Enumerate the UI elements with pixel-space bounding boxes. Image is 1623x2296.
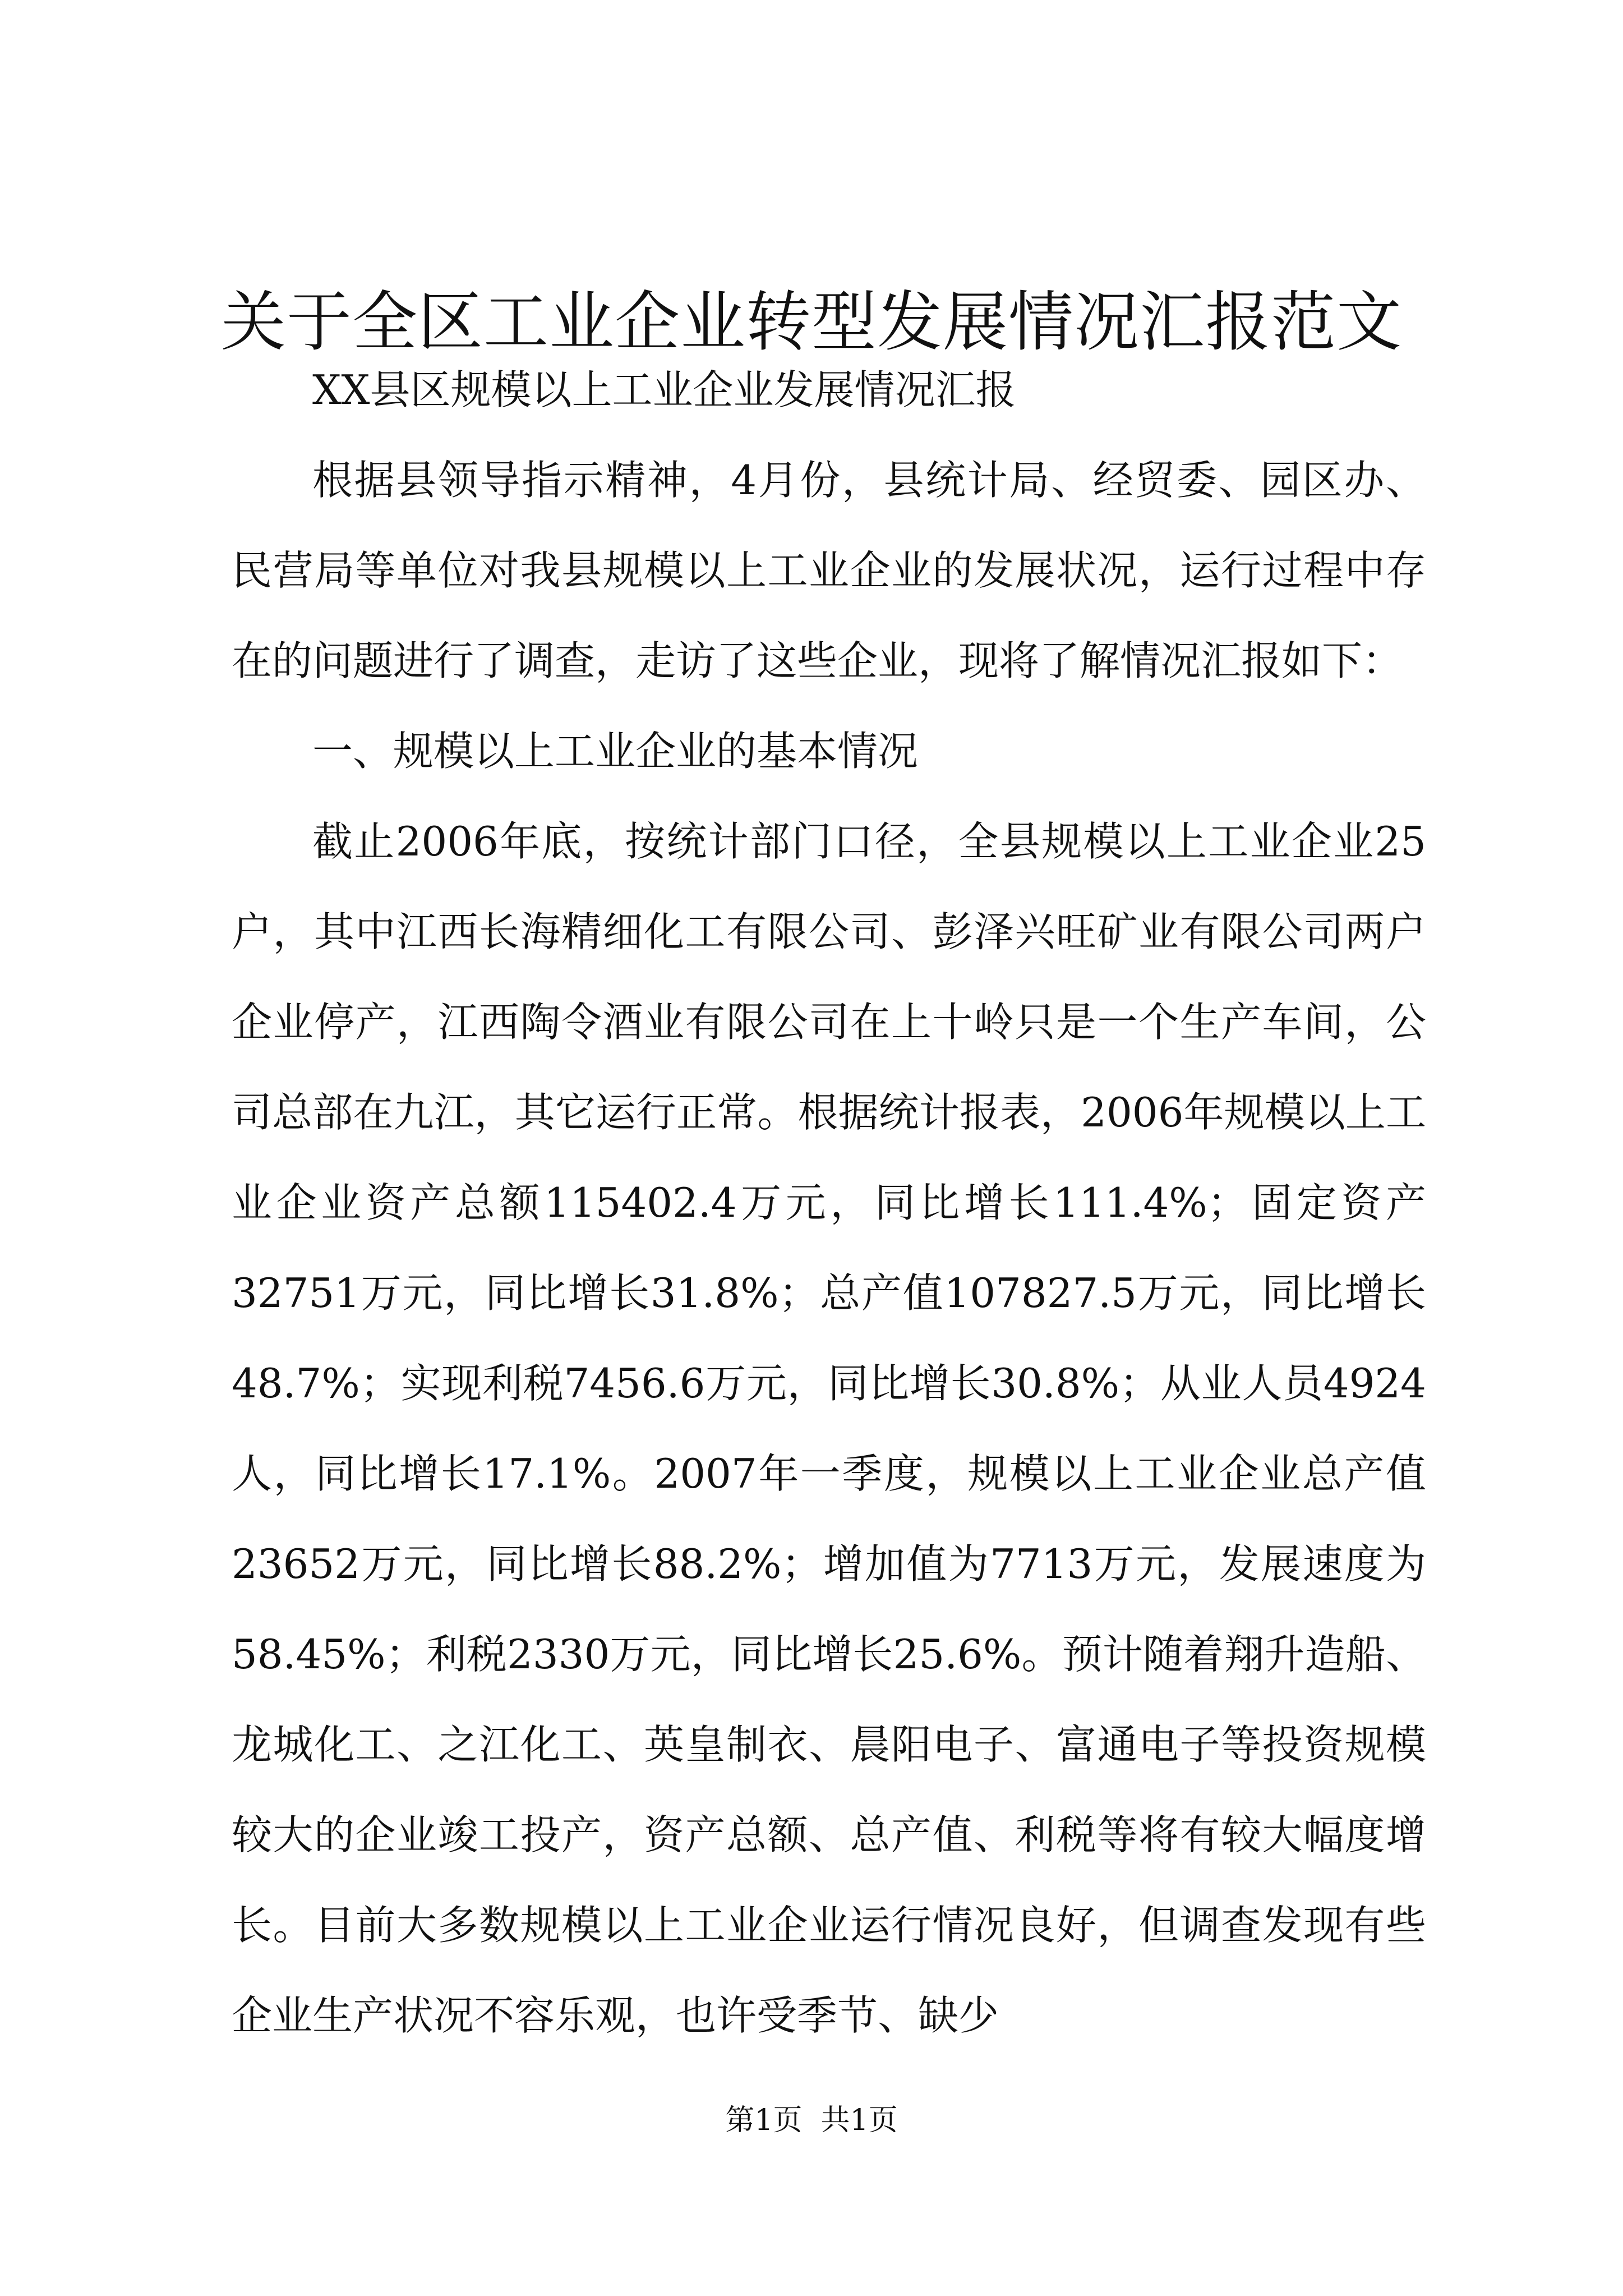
document-subtitle: XX县区规模以上工业企业发展情况汇报: [312, 366, 1016, 413]
paragraph-intro: 根据县领导指示精神，4月份，县统计局、经贸委、园区办、民营局等单位对我县规模以上工业企业的发展状况，运行过程中存在的问题进行了调查，走访了这些企业，现将了解情况汇报如下：: [232, 457, 1426, 684]
page-footer: 第1页 共1页: [725, 2104, 898, 2137]
section-heading-1: 一、规模以上工业企业的基本情况: [312, 728, 919, 775]
paragraph-basic-situation: 截止2006年底，按统计部门口径，全县规模以上工业企业25户，其中江西长海精细化工有限公司、彭泽兴旺矿业有限公司两户企业停产，江西陶令酒业有限公司在上十岭只是一个生产车间，公司总部在九江，其它运行正常。根据统计报表，2006年规模以上工业企业资产总额115402.4万元，同比增长111.4%；固定资产32751万元，同比增长31.8%；总产值107827.5万元，同比增长48.7%；实现利税7456.6万元，同比增长30.8%；从业人员4924人，同比增长17.1%。2007年一季度，规模以上工业企业总产值23652万元，同比增长88.2%；增加值为7713万元，发展速度为58.45%；利税2330万元，同比增长25.6%。预计随着翔升造船、龙城化工、之江化工、英皇制衣、晨阳电子、富通电子等投资规模较大的企业竣工投产，资产总额、总产值、利税等将有较大幅度增长。目前大多数规模以上工业企业运行情况良好，但调查发现有些企业生产状况不容乐观，也许受季节、缺少: [232, 818, 1426, 2039]
document-body: [232, 345, 1426, 2061]
document-title: 关于全区工业企业转型发展情况汇报范文: [221, 284, 1402, 360]
